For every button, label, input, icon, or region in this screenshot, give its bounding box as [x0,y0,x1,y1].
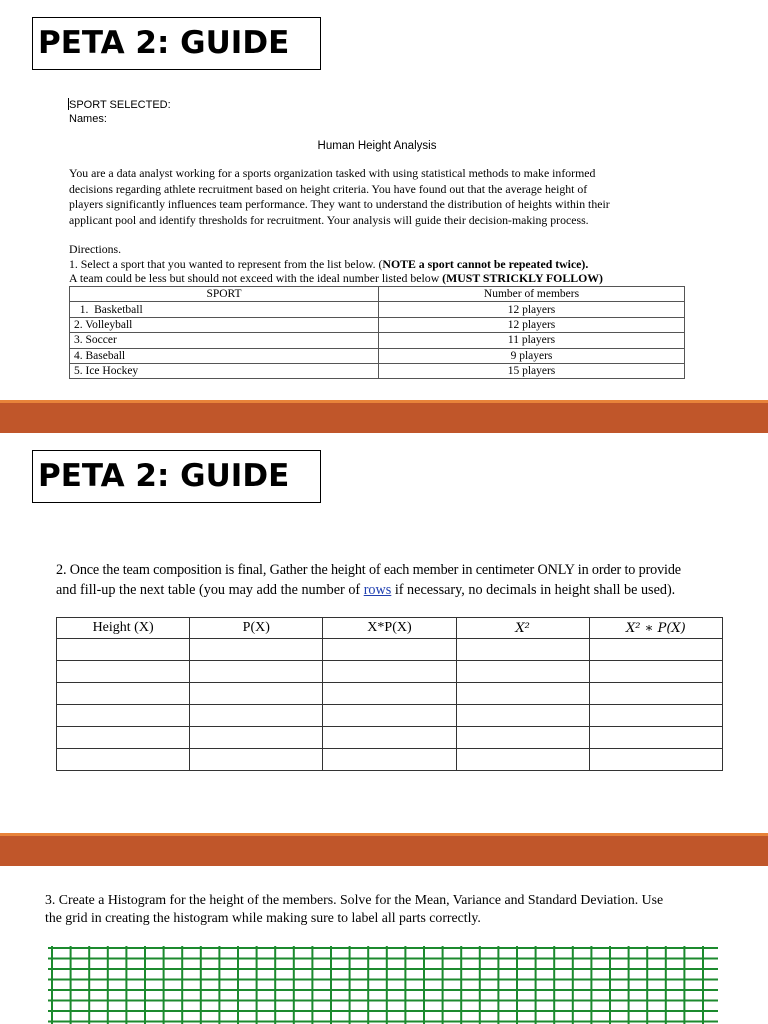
table-row [70,317,685,332]
member-limit-note: A team could be less but should not exceed with the ideal number listed below (MUST STRICKLY FOLLOW) [69,271,603,285]
slide-2-title: PETA 2: GUIDE [32,450,321,503]
empty-input-cell[interactable] [589,705,722,727]
empty-input-cell[interactable] [190,749,323,771]
table-row [70,333,685,348]
question-2-line-2: and fill-up the next table (you may add the number of rows if necessary, no decimals in height shall be used). [56,582,676,598]
intro-line: applicant pool and identify thresholds for recruitment. Your analysis will guide their decision-making process. [69,212,589,227]
empty-input-cell[interactable] [589,661,722,683]
slide-1 [0,0,768,400]
intro-line: decisions regarding athlete recruitment based on height criteria. You have found out that the average height of [69,181,588,196]
table-row [70,348,685,363]
table-row [70,363,685,378]
sport-cell: 1. Basketball [70,302,379,317]
table-row [70,302,685,317]
empty-table-row [57,749,723,771]
empty-input-cell[interactable] [190,727,323,749]
column-header-x-times-p: X*P(X) [323,618,456,639]
empty-input-cell[interactable] [323,683,456,705]
empty-input-cell[interactable] [57,639,190,661]
question-3 [45,891,725,927]
intro-paragraph [69,166,686,228]
question-3-line-1: 3. Create a Histogram for the height of the members. Solve for the Mean, Variance and Standard Deviation. Use [45,892,664,907]
empty-input-cell[interactable] [323,705,456,727]
members-cell: 12 players [379,317,685,332]
sport-cell: 3. Soccer [70,333,379,348]
empty-input-cell[interactable] [589,727,722,749]
members-cell: 12 players [379,302,685,317]
slide-divider-band [0,400,768,433]
empty-input-cell[interactable] [456,683,589,705]
height-table [56,617,723,771]
column-header-x-squared-times-p: X² ∗ P(X) [589,618,722,639]
empty-input-cell[interactable] [57,705,190,727]
question-2-line-1: 2. Once the team composition is final, Gather the height of each member in centimeter ONLY in order to provide [56,562,681,578]
empty-input-cell[interactable] [323,749,456,771]
empty-table-row [57,727,723,749]
slide-divider-band [0,833,768,866]
question-2 [56,560,726,600]
empty-input-cell[interactable] [456,661,589,683]
empty-input-cell[interactable] [190,705,323,727]
intro-line: You are a data analyst working for a sports organization tasked with using statistical methods to make informed [69,166,596,180]
empty-input-cell[interactable] [190,639,323,661]
empty-table-row [57,705,723,727]
empty-input-cell[interactable] [589,683,722,705]
sport-selected-label: SPORT SELECTED: [69,99,171,111]
column-header-members: Number of members [379,287,685,302]
empty-input-cell[interactable] [57,683,190,705]
slide-1-title: PETA 2: GUIDE [32,17,321,70]
column-header-x-squared: X² [456,618,589,639]
empty-input-cell[interactable] [190,683,323,705]
step-1-instruction: 1. Select a sport that you wanted to represent from the list below. (NOTE a sport cannot be repeated twice). [69,257,589,271]
directions-label: Directions. [69,242,122,256]
sport-cell: 2. Volleyball [70,317,379,332]
rows-link[interactable]: rows [363,582,392,598]
empty-input-cell[interactable] [456,749,589,771]
members-cell: 11 players [379,333,685,348]
sport-cell: 5. Ice Hockey [70,363,379,378]
column-header-probability: P(X) [190,618,323,639]
slide-2 [0,433,768,833]
empty-input-cell[interactable] [456,639,589,661]
members-cell: 15 players [379,363,685,378]
question-3-line-2: the grid in creating the histogram while making sure to label all parts correctly. [45,910,481,925]
height-table-header [57,618,723,639]
empty-input-cell[interactable] [323,727,456,749]
empty-input-cell[interactable] [323,661,456,683]
empty-input-cell[interactable] [456,705,589,727]
empty-input-cell[interactable] [57,727,190,749]
empty-input-cell[interactable] [57,661,190,683]
empty-table-row [57,683,723,705]
empty-input-cell[interactable] [57,749,190,771]
sport-cell: 4. Baseball [70,348,379,363]
names-label: Names: [69,113,107,125]
empty-table-row [57,661,723,683]
empty-input-cell[interactable] [190,661,323,683]
empty-input-cell[interactable] [589,639,722,661]
sports-table [69,286,685,379]
histogram-grid[interactable] [48,946,718,1024]
empty-input-cell[interactable] [589,749,722,771]
slide-3 [0,866,768,1024]
column-header-sport: SPORT [70,287,379,302]
empty-input-cell[interactable] [456,727,589,749]
empty-table-row [57,639,723,661]
document-title: Human Height Analysis [317,140,437,152]
members-cell: 9 players [379,348,685,363]
intro-line: players significantly influences team performance. They want to understand the distribution of heights within their [69,197,610,211]
empty-input-cell[interactable] [323,639,456,661]
column-header-height: Height (X) [57,618,190,639]
